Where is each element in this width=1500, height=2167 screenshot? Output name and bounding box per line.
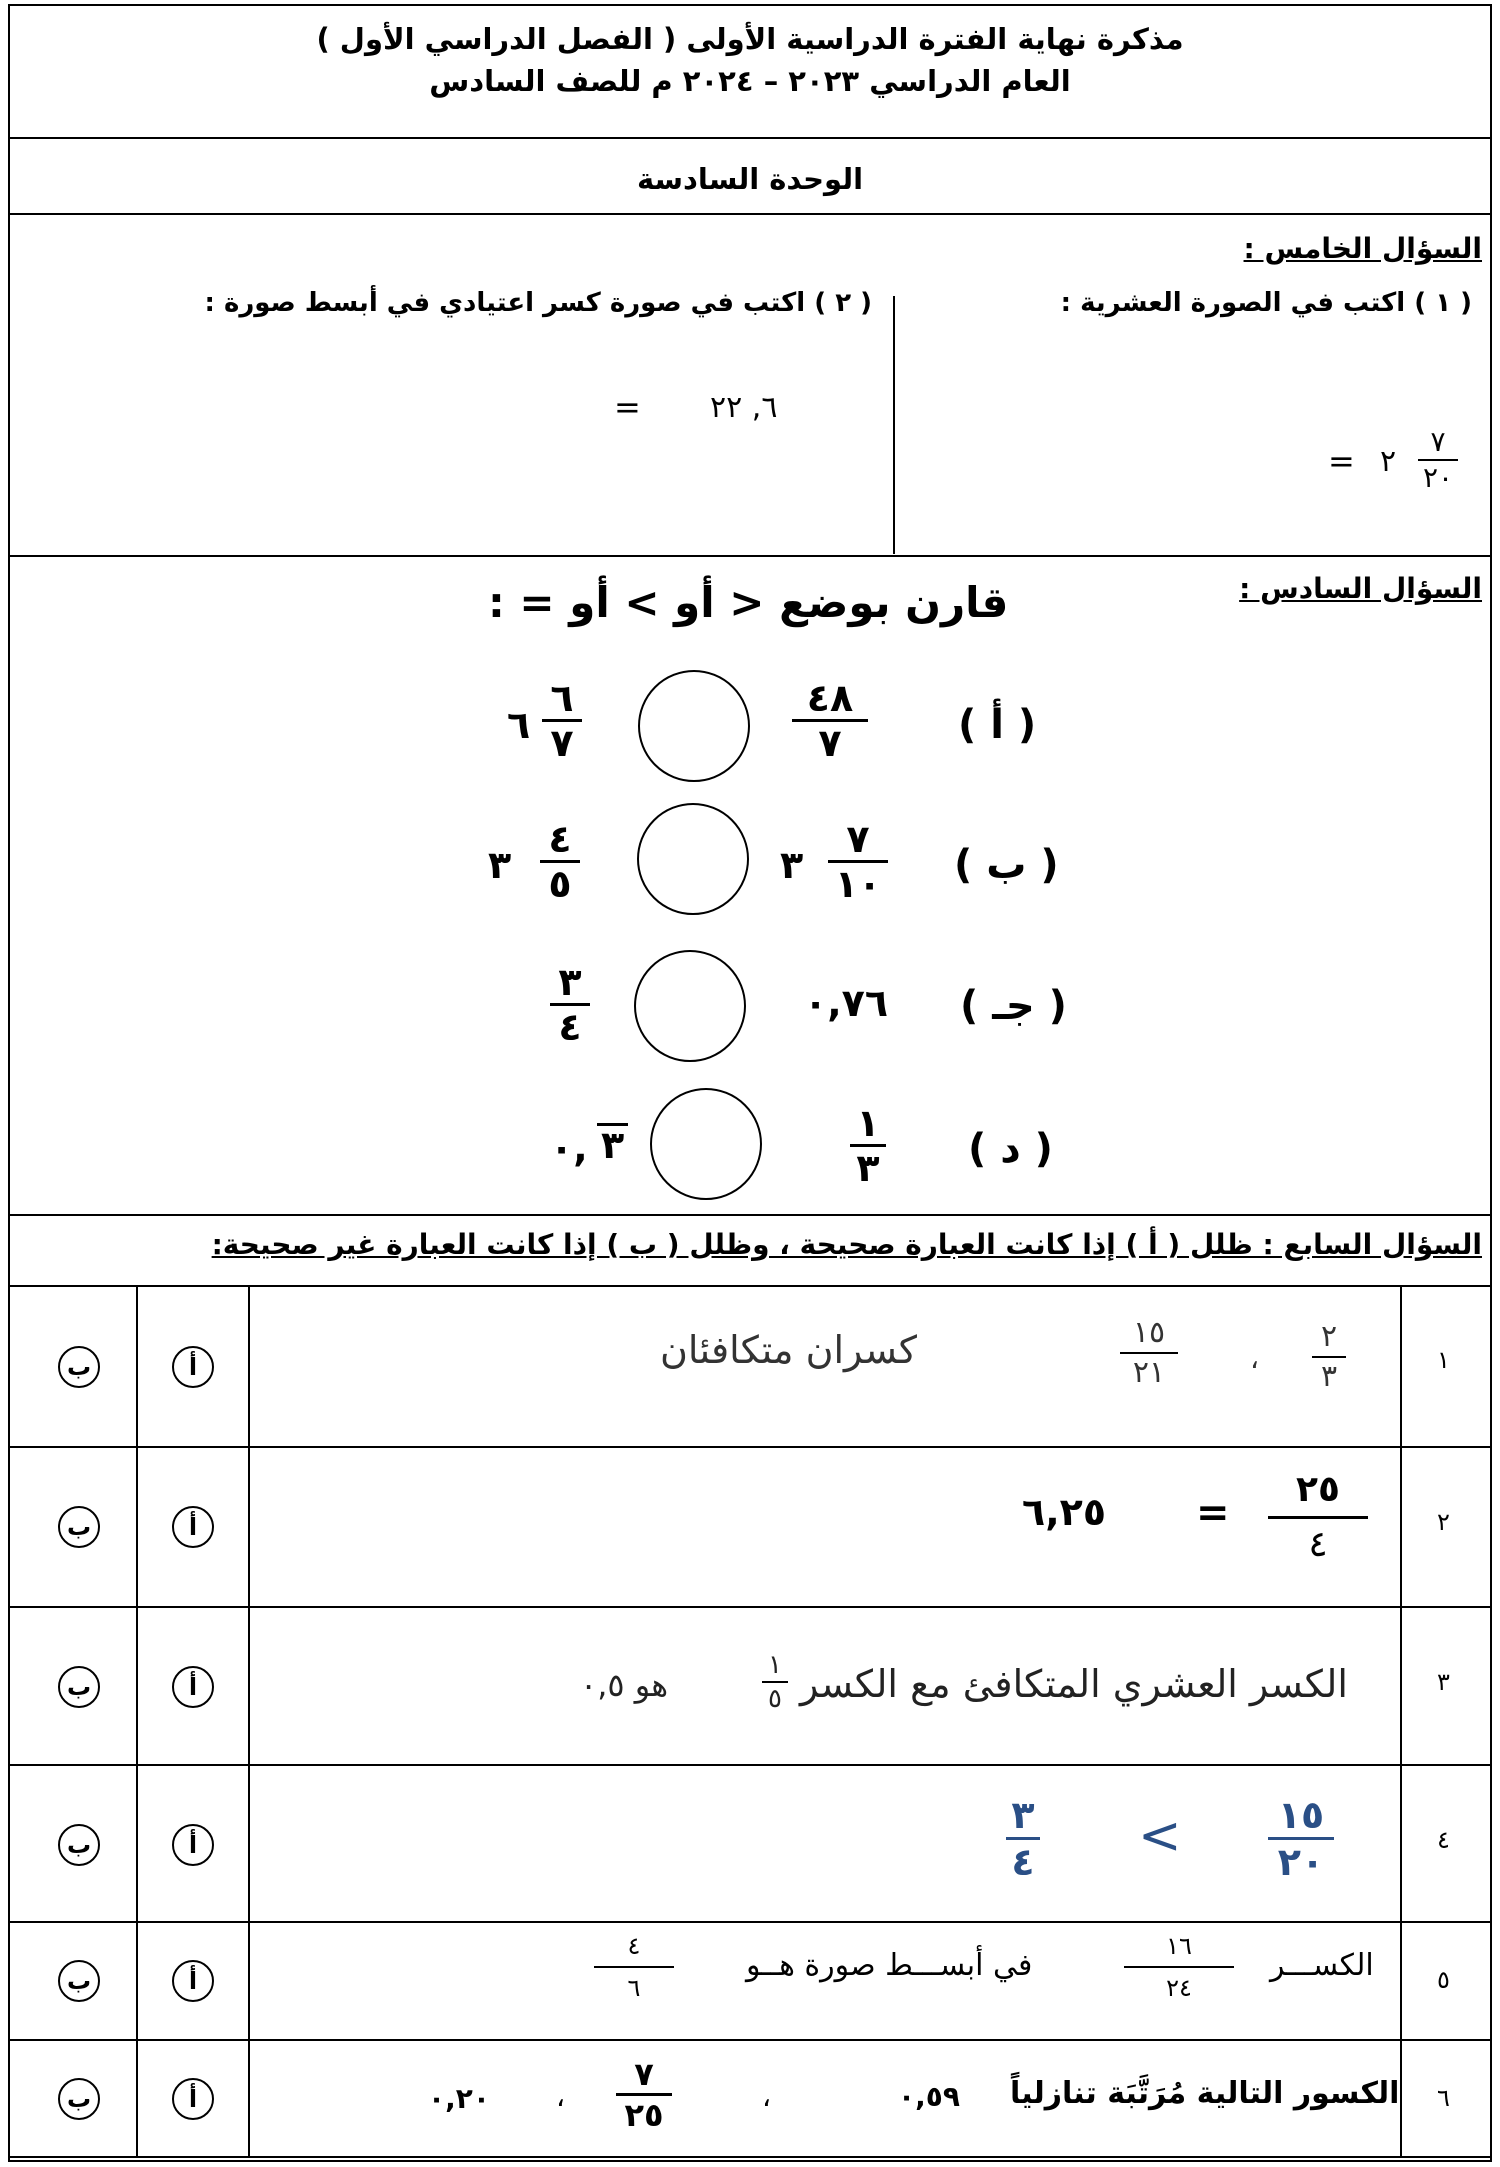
q7-row-5-number: ٥ [1437,1966,1450,1994]
q5-part2-prompt: ( ٢ ) اكتب في صورة كسر اعتيادي في أبسط صورة : [204,288,872,318]
table-col-border [136,1285,138,2157]
q7-row-1-number: ١ [1437,1346,1450,1374]
q6-a-left-fraction: ٦ ٧ [542,679,582,762]
q7-row-5-option-a[interactable]: أ [172,1960,214,2002]
denominator: ٢٠ [1422,461,1454,494]
q7-row2-fraction: ٢٥ ٤ [1268,1472,1368,1563]
q7-row-1-option-b[interactable]: ب [58,1346,100,1388]
q6-a-left-whole: ٦ [507,703,531,747]
q7-row6-fraction: ٧ ٢٥ [616,2058,672,2131]
q7-row-2-option-a[interactable]: أ [172,1506,214,1548]
q7-row-3-option-a[interactable]: أ [172,1666,214,1708]
q5-part1-whole: ٢ [1380,444,1397,479]
q7-row4-fraction-1: ١٥ ٢٠ [1268,1796,1334,1881]
q5-part2-equals: = [614,388,641,426]
q6-d-left-value: ٠, [550,1126,588,1170]
q6-label-c: ( جـ ) [960,983,1067,1029]
q6-d-left-repeat: ٣ [597,1123,628,1166]
q7-row6-separator-2: ، [556,2080,566,2113]
q5-title: السؤال الخامس : [1243,232,1482,265]
q7-row1-text: كسران متكافئان [660,1328,918,1372]
q7-row-3-option-b[interactable]: ب [58,1666,100,1708]
q5-divider [893,296,895,554]
q7-row4-fraction-2: ٣ ٤ [1006,1796,1040,1881]
q6-d-right-fraction: ١ ٣ [850,1104,886,1187]
q6-b-right-fraction: ٧ ١٠ [828,820,888,903]
q6-c-right-value: ٠,٧٦ [804,981,889,1025]
q7-row-2-number: ٢ [1437,1508,1450,1536]
q6-b-right-whole: ٣ [780,843,804,887]
unit-title: الوحدة السادسة [636,162,864,196]
q5-part2-value: ٦, ٢٢ [710,390,778,425]
q7-row-6-number: ٦ [1437,2084,1450,2112]
table-row-border [10,2156,1490,2158]
q7-row-1-option-a[interactable]: أ [172,1346,214,1388]
worksheet-page [8,4,1492,2162]
table-row-border [10,1921,1490,1923]
q7-row-4-number: ٤ [1437,1826,1450,1854]
q6-title: السؤال السادس : [1239,572,1482,605]
q6-label-d: ( د ) [968,1126,1053,1172]
q6-a-answer-circle[interactable] [638,670,750,782]
q7-row6-value-2: ٠,٢٠ [428,2082,490,2115]
q7-row6-text: الكسور التالية مُرَتَّبَة تنازلياً [1010,2076,1400,2111]
q7-row3-fraction: ١ ٥ [762,1652,788,1712]
table-col-border [1400,1285,1402,2157]
numerator: ٧ [1430,425,1446,458]
q6-instruction: قارن بوضع < أو > أو = : [488,578,1009,627]
divider [10,555,1490,557]
title-line-2: العام الدراسي ٢٠٢٣ – ٢٠٢٤ م للصف السادس [429,64,1071,98]
q7-row5-fraction-2: ٤ ٦ [594,1934,674,2000]
q7-row1-fraction-2: ١٥ ٢١ [1120,1318,1178,1388]
q7-row6-value-1: ٠,٥٩ [898,2080,960,2113]
q6-label-b: ( ب ) [954,842,1059,888]
q7-row-6-option-b[interactable]: ب [58,2078,100,2120]
q7-row-2-option-b[interactable]: ب [58,1506,100,1548]
q7-row2-value: ٦,٢٥ [1022,1490,1107,1534]
q6-d-answer-circle[interactable] [650,1088,762,1200]
q6-a-right-fraction: ٤٨ ٧ [792,679,868,762]
q6-b-answer-circle[interactable] [637,803,749,915]
table-row-border [10,1606,1490,1608]
table-row-border [10,1764,1490,1766]
q7-row2-equals: = [1196,1490,1230,1536]
q7-row-6-option-a[interactable]: أ [172,2078,214,2120]
q7-row5-fraction-1: ١٦ ٢٤ [1124,1934,1234,2000]
title-line-1: مذكرة نهاية الفترة الدراسية الأولى ( الفصل الدراسي الأول ) [316,22,1184,56]
q7-row1-separator: ، [1250,1342,1260,1375]
table-col-border [248,1285,250,2157]
q6-label-a: ( أ ) [958,702,1037,748]
q6-b-left-fraction: ٤ ٥ [540,820,580,903]
divider [10,1285,1490,1287]
divider [10,1214,1490,1216]
table-row-border [10,1446,1490,1448]
q7-row-4-option-a[interactable]: أ [172,1824,214,1866]
q7-row-5-option-b[interactable]: ب [58,1960,100,2002]
q7-title: السؤال السابع : ظلل ( أ ) إذا كانت العبارة صحيحة ، وظلل ( ب ) إذا كانت العبارة غير صحيحة: [211,1228,1482,1261]
q7-row5-text-a: الكســـر [1270,1948,1374,1983]
q6-c-answer-circle[interactable] [634,950,746,1062]
q7-row6-separator-1: ، [762,2080,772,2113]
q6-c-left-fraction: ٣ ٤ [550,963,590,1046]
q7-row3-text-a: الكسر العشري المتكافئ مع الكسر [800,1662,1348,1706]
table-row-border [10,2039,1490,2041]
q5-part1-fraction [1418,425,1458,494]
divider [10,137,1490,139]
q7-row-3-number: ٣ [1437,1668,1450,1696]
q7-row4-operator: < [1138,1806,1182,1866]
q5-part1-equals: = [1328,442,1355,480]
q7-row5-text-b: في أبســـط صورة هــو [746,1948,1033,1983]
q7-row1-fraction-1: ٢ ٣ [1312,1322,1346,1392]
q7-row3-text-b: هو ٠,٥ [580,1666,669,1704]
q6-b-left-whole: ٣ [488,843,512,887]
q7-row-4-option-b[interactable]: ب [58,1824,100,1866]
divider [10,213,1490,215]
q5-part1-prompt: ( ١ ) اكتب في الصورة العشرية : [1060,288,1472,318]
